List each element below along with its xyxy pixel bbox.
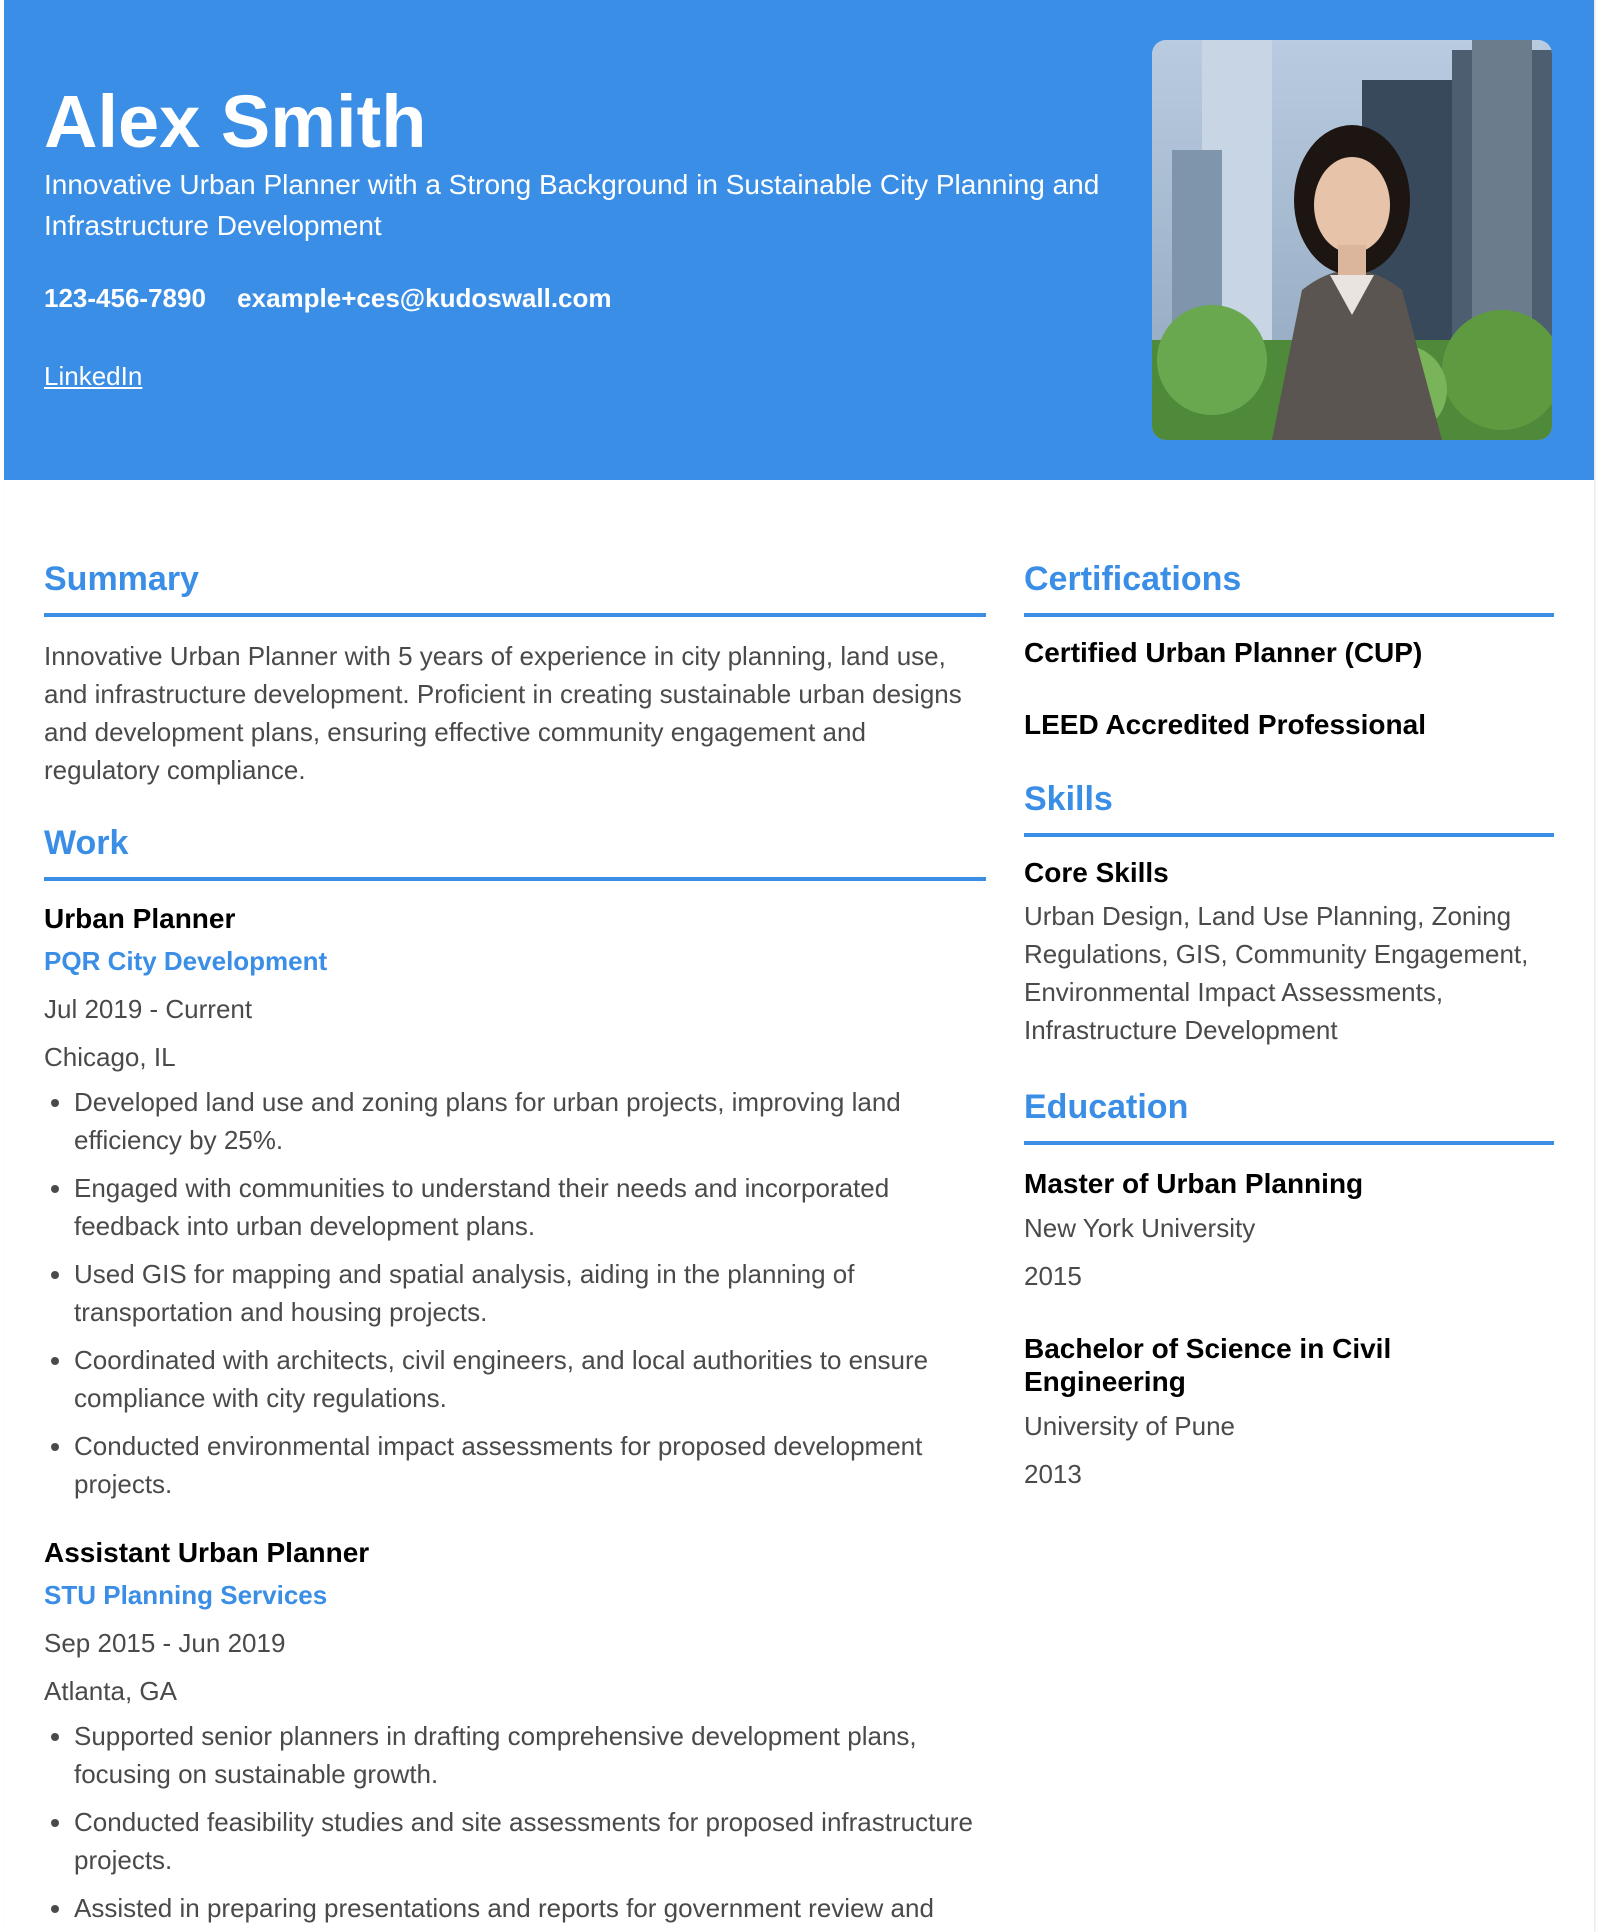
contact-info — [44, 283, 636, 314]
skill-category: Core Skills — [1024, 857, 1169, 888]
job-dates: Sep 2015 - Jun 2019 — [44, 1628, 286, 1658]
job-entry — [44, 1533, 986, 1927]
candidate-name: Alex Smith — [44, 80, 427, 163]
school-name: New York University — [1024, 1213, 1256, 1243]
bullet-item: • Developed land use and zoning plans for urban projects, improving land efficiency by 25%. — [74, 1083, 986, 1159]
education-entry — [1024, 1332, 1554, 1494]
linkedin-link[interactable]: LinkedIn — [44, 361, 143, 391]
right-column — [1024, 545, 1554, 1494]
bullet-item: • Used GIS for mapping and spatial analysis, aiding in the planning of transportation and housing projects. — [74, 1255, 986, 1331]
job-dates: Jul 2019 - Current — [44, 994, 253, 1024]
skills-section — [1024, 765, 1554, 1049]
bullet-item: • Conducted feasibility studies and site assessments for proposed infrastructure projects. — [74, 1803, 986, 1879]
graduation-year: 2015 — [1024, 1261, 1082, 1291]
skills-heading: Skills — [1024, 765, 1554, 837]
certification-item: Certified Urban Planner (CUP) — [1024, 637, 1423, 668]
profile-photo — [1152, 40, 1552, 440]
phone-number: 123-456-7890 — [44, 283, 206, 313]
education-heading: Education — [1024, 1073, 1554, 1145]
resume-header — [4, 0, 1594, 480]
graduation-year: 2013 — [1024, 1459, 1082, 1489]
work-heading: Work — [44, 809, 986, 881]
job-location: Chicago, IL — [44, 1042, 176, 1072]
job-entry — [44, 899, 986, 1503]
job-location: Atlanta, GA — [44, 1676, 177, 1706]
skill-list: Urban Design, Land Use Planning, Zoning Regulations, GIS, Community Engagement, Environmental Impact Assessments, Infrastructure Development — [1024, 901, 1529, 1045]
degree-title: Bachelor of Science in Civil Engineering — [1024, 1333, 1392, 1397]
certification-item: LEED Accredited Professional — [1024, 709, 1426, 740]
candidate-tagline: Innovative Urban Planner with a Strong Background in Sustainable City Planning and Infrastructure Development — [44, 169, 1100, 241]
job-title: Assistant Urban Planner — [44, 1537, 370, 1568]
degree-title: Master of Urban Planning — [1024, 1168, 1364, 1199]
resume-page — [4, 0, 1594, 1932]
bullet-item: • Assisted in preparing presentations and reports for government review and — [74, 1889, 986, 1927]
bullet-item: • Conducted environmental impact assessments for proposed development projects. — [74, 1427, 986, 1503]
job-title: Urban Planner — [44, 903, 236, 934]
summary-text: Innovative Urban Planner with 5 years of experience in city planning, land use, and infrastructure development. Proficient in creating sustainable urban designs and development plans, ensuring effective community engagement and regulatory compliance. — [44, 641, 962, 785]
education-entry — [1024, 1167, 1554, 1296]
job-bullets — [44, 1717, 986, 1927]
email-address: example+ces@kudoswall.com — [237, 283, 612, 313]
certifications-heading: Certifications — [1024, 545, 1554, 617]
bullet-item: • Supported senior planners in drafting comprehensive development plans, focusing on sustainable growth. — [74, 1717, 986, 1793]
bullet-item: • Coordinated with architects, civil engineers, and local authorities to ensure compliance with city regulations. — [74, 1341, 986, 1417]
company-name: STU Planning Services — [44, 1580, 328, 1610]
certifications-section — [1024, 545, 1554, 745]
job-bullets — [44, 1083, 986, 1503]
work-section — [44, 809, 986, 1927]
bullet-item: • Engaged with communities to understand their needs and incorporated feedback into urban development plans. — [74, 1169, 986, 1245]
education-section — [1024, 1073, 1554, 1494]
company-name: PQR City Development — [44, 946, 328, 976]
summary-section — [44, 545, 986, 789]
summary-heading: Summary — [44, 545, 986, 617]
left-column — [44, 545, 986, 1932]
school-name: University of Pune — [1024, 1411, 1235, 1441]
